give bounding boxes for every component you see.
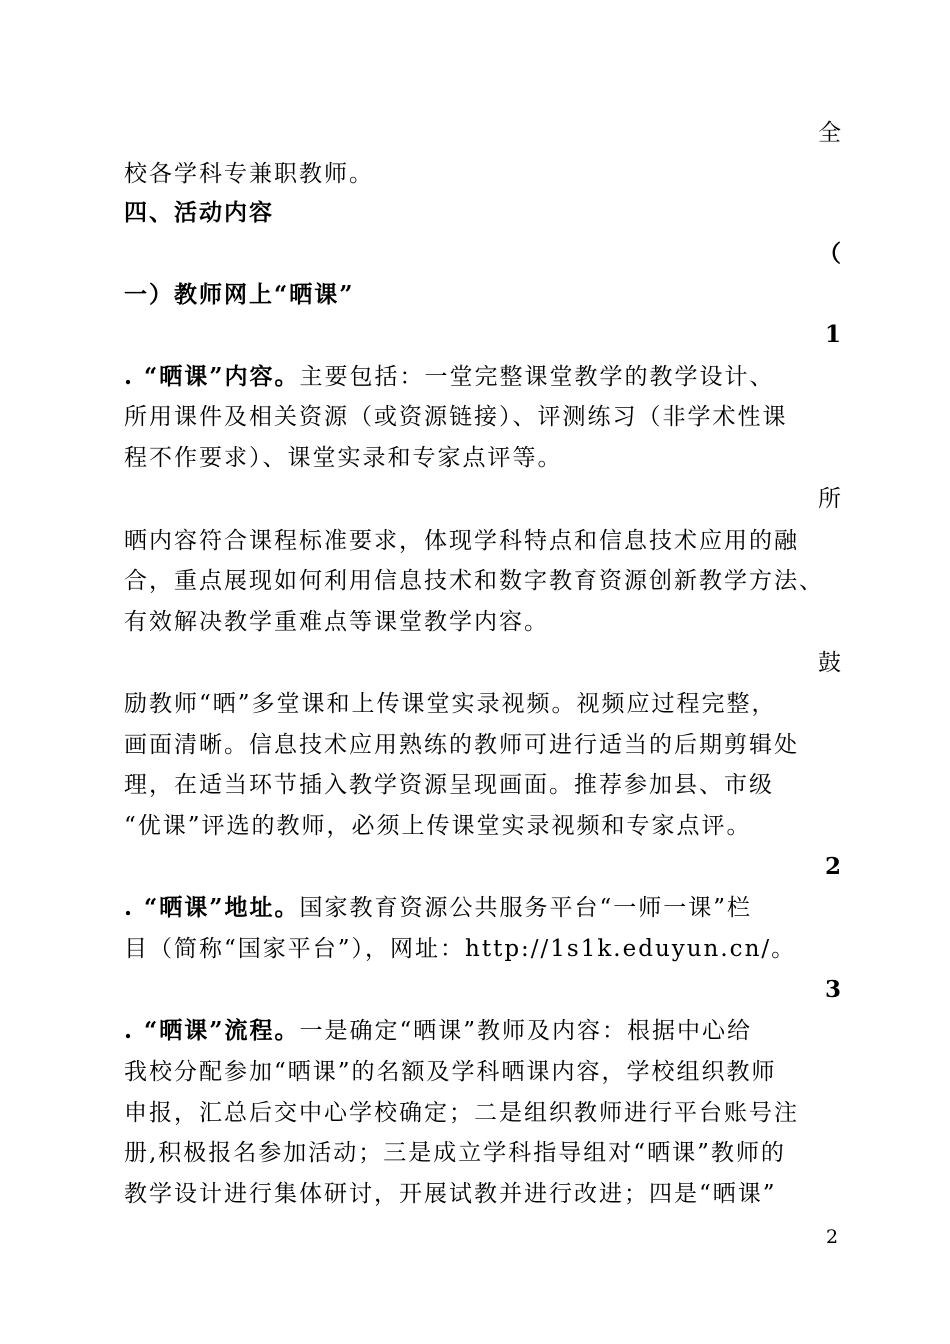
text-line: 目（简称“国家平台”），网址：http://1s1k.eduyun.cn/。 (124, 936, 797, 962)
text-line: 励教师“晒”多堂课和上传课堂实录视频。视频应过程完整， (124, 691, 777, 717)
text-line (124, 1015, 752, 1047)
text-line: 教学设计进行集体研讨，开展试教并进行改进；四是“晒课” (124, 1181, 777, 1207)
text-fragment: 鼓 (818, 650, 841, 676)
text-line: 合，重点展现如何利用信息技术和数字教育资源创新教学方法、 (124, 568, 824, 594)
text-line: 册,积极报名参加活动；三是成立学科指导组对“晒课”教师的 (124, 1140, 786, 1166)
item-number: 1 (824, 321, 841, 348)
subsection-heading: 一）教师网上“晒课” (124, 281, 355, 308)
item-text: 主要包括：一堂完整课堂教学的教学设计、 (299, 364, 775, 390)
text-fragment: 所 (818, 486, 841, 512)
text-line: 画面清晰。信息技术应用熟练的教师可进行适当的后期剪辑处 (124, 732, 799, 758)
item-text: 国家教育资源公共服务平台“一师一课”栏 (299, 895, 753, 921)
item-text: 一是确定“晒课”教师及内容：根据中心给 (299, 1018, 753, 1044)
text-line: 校各学科专兼职教师。 (124, 161, 374, 187)
item-number: 2 (824, 853, 841, 880)
text-line: 有效解决教学重难点等课堂教学内容。 (124, 609, 549, 635)
text-line: 我校分配参加“晒课”的名额及学科晒课内容，学校组织教师 (124, 1059, 777, 1085)
section-heading: 四、活动内容 (124, 199, 274, 226)
text-line (124, 892, 752, 924)
text-line: “优课”评选的教师，必须上传课堂实录视频和专家点评。 (124, 813, 752, 839)
page-number: 2 (826, 1226, 839, 1248)
text-line (124, 361, 774, 393)
text-line: 申报，汇总后交中心学校确定；二是组织教师进行平台账号注 (124, 1100, 799, 1126)
text-line: 晒内容符合课程标准要求，体现学科特点和信息技术应用的融 (124, 528, 799, 554)
text-fragment: 全 (818, 120, 841, 146)
item-lead: . “晒课”内容。 (124, 363, 300, 390)
text-line: 程不作要求）、课堂实录和专家点评等。 (124, 445, 563, 471)
item-lead: . “晒课”地址。 (124, 894, 300, 921)
item-lead: . “晒课”流程。 (124, 1017, 300, 1044)
text-line: 理，在适当环节插入教学资源呈现画面。推荐参加县、市级 (124, 772, 774, 798)
text-line: 所用课件及相关资源（或资源链接）、评测练习（非学术性课 (124, 404, 788, 430)
text-fragment: （ (818, 240, 841, 267)
item-number: 3 (824, 976, 841, 1003)
